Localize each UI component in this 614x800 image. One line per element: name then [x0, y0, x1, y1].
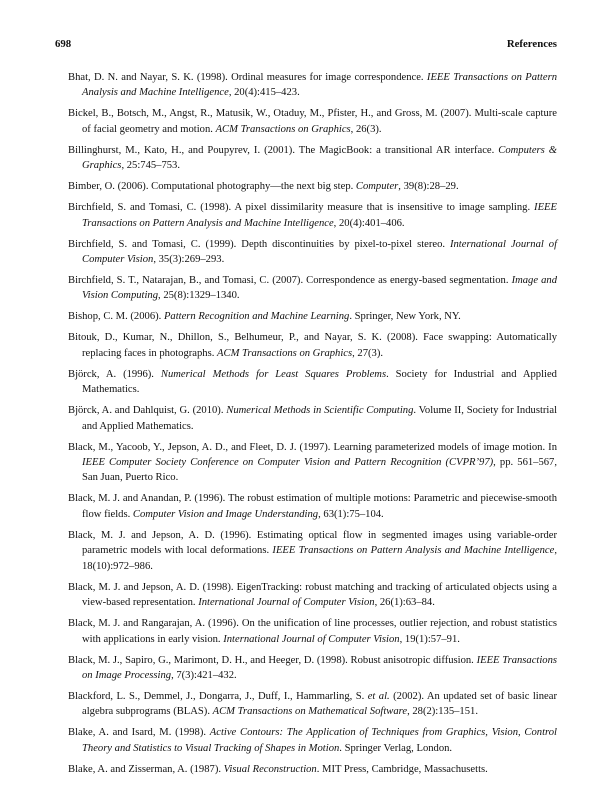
reference-entry: Black, M. J. and Jepson, A. D. (1996). Estimating optical flow in segmented images using variable-order parametric models with local deformations. IEEE Transactions on Pattern Analysis and Machine Intelligence, 18(10):972–986. — [68, 529, 557, 572]
reference-entry: Bitouk, D., Kumar, N., Dhillon, S., Belhumeur, P., and Nayar, S. K. (2008). Face swapping: Automatically replacing faces in photographs. ACM Transactions on Graphics, 27(3). — [68, 332, 557, 359]
reference-entry: Bimber, O. (2006). Computational photography—the next big step. Computer, 39(8):28–29. — [68, 181, 459, 193]
reference-entry: Birchfield, S. and Tomasi, C. (1999). Depth discontinuities by pixel-to-pixel stereo. International Journal of Computer Vision, 35(3):269–293. — [68, 238, 558, 266]
reference-entry: Birchfield, S. T., Natarajan, B., and Tomasi, C. (2007). Correspondence as energy-based segmentation. Image and Vision Computing, 25(8):1329–1340. — [68, 275, 558, 302]
reference-entry: Blackford, L. S., Demmel, J., Dongarra, J., Duff, I., Hammarling, S. et al. (2002). An updated set of basic linear algebra subprograms (BLAS). ACM Transactions on Mathematical Software, 28(2):135–151. — [68, 690, 557, 718]
reference-list — [68, 70, 557, 783]
reference-entry: Birchfield, S. and Tomasi, C. (1998). A pixel dissimilarity measure that is insensitive to image sampling. IEEE Transactions on Pattern Analysis and Machine Intelligence, 20(4):401–406. — [68, 202, 557, 229]
reference-entry: Bhat, D. N. and Nayar, S. K. (1998). Ordinal measures for image correspondence. IEEE Transactions on Pattern Analysis and Machine Intelligence, 20(4):415–423. — [68, 72, 557, 99]
reference-entry: Blake, A. and Zisserman, A. (1987). Visual Reconstruction. MIT Press, Cambridge, Massachusetts. — [68, 763, 488, 775]
reference-entry: Billinghurst, M., Kato, H., and Poupyrev, I. (2001). The MagicBook: a transitional AR interface. Computers & Graphics, 25:745–753. — [68, 144, 557, 172]
reference-entry: Black, M. J. and Jepson, A. D. (1998). EigenTracking: robust matching and tracking of articulated objects using a view-based representation. International Journal of Computer Vision, 26(1):63–84. — [68, 581, 557, 609]
reference-entry: Black, M. J. and Anandan, P. (1996). The robust estimation of multiple motions: Parametric and piecewise-smooth flow fields. Computer Vision and Image Understanding, 63(1):75–104. — [68, 493, 557, 520]
page-number: 698 — [55, 38, 72, 50]
section-title: References — [506, 38, 557, 50]
reference-entry: Black, M. J., Sapiro, G., Marimont, D. H., and Heeger, D. (1998). Robust anisotropic diffusion. IEEE Transactions on Image Processing, 7(3):421–432. — [68, 654, 558, 681]
reference-entry: Björck, A. and Dahlquist, G. (2010). Numerical Methods in Scientific Computing. Volume II, Society for Industrial and Applied Mathematics. — [68, 405, 558, 432]
page-header — [55, 38, 557, 52]
reference-entry: Bishop, C. M. (2006). Pattern Recognition and Machine Learning. Springer, New York, NY. — [68, 311, 461, 323]
reference-entry: Blake, A. and Isard, M. (1998). Active Contours: The Application of Techniques from Graphics, Vision, Control Theory and Statistics to Visual Tracking of Shapes in Motion. Springer Verlag, London. — [68, 727, 557, 754]
reference-entry: Black, M., Yacoob, Y., Jepson, A. D., and Fleet, D. J. (1997). Learning parameterized models of image motion. In IEEE Computer Society Conference on Computer Vision and Pattern Recognition (CVPR’97), pp. 561–567, San Juan, Puerto Rico. — [68, 441, 557, 484]
reference-entry: Black, M. J. and Rangarajan, A. (1996). On the unification of line processes, outlier rejection, and robust statistics with applications in early vision. International Journal of Computer Vision, 19(1):57–91. — [68, 618, 557, 645]
reference-entry: Bickel, B., Botsch, M., Angst, R., Matusik, W., Otaduy, M., Pfister, H., and Gross, M. (2007). Multi-scale capture of facial geometry and motion. ACM Transactions on Graphics, 26(3). — [68, 108, 557, 135]
reference-entry: Björck, A. (1996). Numerical Methods for Least Squares Problems. Society for Industrial and Applied Mathematics. — [68, 368, 557, 396]
